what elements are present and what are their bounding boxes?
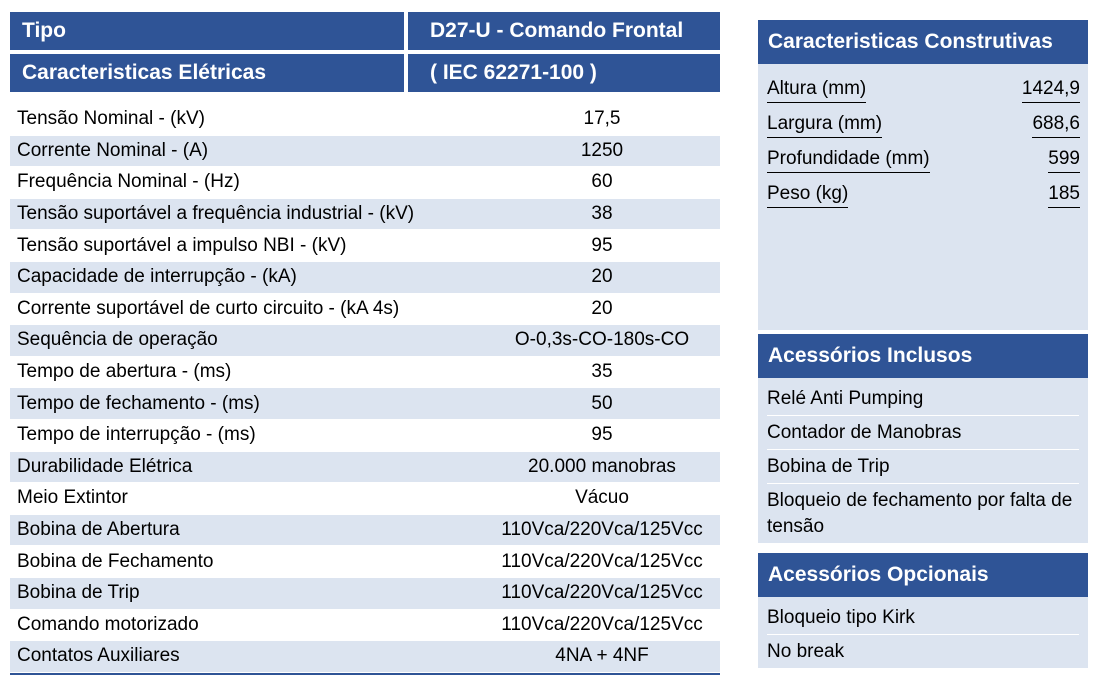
- row-label: Tempo de fechamento - (ms): [17, 392, 260, 414]
- table-row: [10, 452, 720, 484]
- row-label: Durabilidade Elétrica: [17, 455, 193, 477]
- row-value: 110Vca/220Vca/125Vcc: [501, 550, 703, 572]
- construtivas-label: Altura (mm): [767, 78, 866, 103]
- row-value: 60: [591, 171, 613, 193]
- row-label: Contatos Auxiliares: [17, 645, 180, 667]
- opcionais-item: No break: [767, 641, 845, 662]
- header-row-tipo: [10, 12, 720, 50]
- construtivas-item: [758, 68, 1088, 103]
- row-label: Bobina de Abertura: [17, 519, 180, 541]
- inclusos-item: Bobina de Trip: [767, 450, 1079, 484]
- table-row: [10, 483, 720, 515]
- header-row-caracteristicas: [10, 54, 720, 92]
- table-row: [10, 167, 720, 199]
- row-value: Vácuo: [575, 487, 629, 509]
- inclusos-item: Relé Anti Pumping: [767, 382, 1079, 416]
- row-label: Tempo de abertura - (ms): [17, 361, 232, 383]
- construtivas-value: 1424,9: [1022, 78, 1080, 103]
- row-label: Tempo de interrupção - (ms): [17, 424, 256, 446]
- construtivas-value: 688,6: [1032, 113, 1080, 138]
- side-panels: [758, 20, 1088, 668]
- row-label: Corrente Nominal - (A): [17, 139, 209, 161]
- construtivas-value: 599: [1048, 148, 1080, 173]
- row-value: 50: [591, 392, 613, 414]
- table-row: [10, 388, 720, 420]
- table-row: [10, 641, 720, 673]
- row-value: 95: [591, 424, 613, 446]
- table-rows: [10, 104, 720, 673]
- row-value: 1250: [580, 139, 624, 161]
- opcionais-panel: [758, 553, 1088, 668]
- row-label: Tensão suportável a frequência industrial - (kV): [17, 203, 415, 225]
- table-row: [10, 104, 720, 136]
- table-row: [10, 357, 720, 389]
- row-value: 110Vca/220Vca/125Vcc: [501, 519, 703, 541]
- inclusos-list: [758, 378, 1088, 543]
- row-label: Tensão Nominal - (kV): [17, 108, 205, 130]
- row-value: 17,5: [583, 108, 621, 130]
- opcionais-title: Acessórios Opcionais: [758, 553, 1088, 597]
- construtivas-value: 185: [1048, 183, 1080, 208]
- opcionais-list: [758, 597, 1088, 668]
- table-row: [10, 610, 720, 642]
- table-row: [10, 294, 720, 326]
- row-label: Frequência Nominal - (Hz): [17, 171, 240, 193]
- row-label: Meio Extintor: [17, 487, 128, 509]
- inclusos-panel: [758, 334, 1088, 543]
- electrical-table: [10, 12, 720, 675]
- row-value: 110Vca/220Vca/125Vcc: [501, 582, 703, 604]
- row-value: 20: [591, 297, 613, 319]
- row-label: Sequência de operação: [17, 329, 218, 351]
- row-label: Corrente suportável de curto circuito - (kA 4s): [17, 297, 400, 319]
- row-value: 38: [591, 203, 613, 225]
- table-row: [10, 515, 720, 547]
- table-row: [10, 578, 720, 610]
- construtivas-list: [758, 64, 1088, 208]
- row-value: 110Vca/220Vca/125Vcc: [501, 613, 703, 635]
- row-label: Comando motorizado: [17, 613, 199, 635]
- row-value: 20.000 manobras: [528, 455, 676, 477]
- row-label: Bobina de Fechamento: [17, 550, 214, 572]
- table-row: [10, 230, 720, 262]
- construtivas-item: [758, 173, 1088, 208]
- construtivas-title: Caracteristicas Construtivas: [758, 20, 1088, 64]
- construtivas-label: Peso (kg): [767, 183, 848, 208]
- opcionais-item: Bloqueio tipo Kirk: [767, 601, 1079, 635]
- row-value: 20: [591, 266, 613, 288]
- construtivas-item: [758, 103, 1088, 138]
- row-label: Capacidade de interrupção - (kA): [17, 266, 297, 288]
- row-label: Bobina de Trip: [17, 582, 140, 604]
- table-row: [10, 420, 720, 452]
- inclusos-item: Bloqueio de fechamento por falta de tensão: [767, 490, 1073, 537]
- row-value: 35: [591, 361, 613, 383]
- table-row: [10, 546, 720, 578]
- construtivas-item: [758, 138, 1088, 173]
- row-value: O-0,3s-CO-180s-CO: [514, 329, 690, 351]
- construtivas-label: Largura (mm): [767, 113, 882, 138]
- construtivas-label: Profundidade (mm): [767, 148, 930, 173]
- tipo-value: D27-U - Comando Frontal: [408, 12, 720, 50]
- tipo-label: Tipo: [10, 12, 404, 50]
- table-row: [10, 325, 720, 357]
- caracteristicas-label: Caracteristicas Elétricas: [10, 54, 404, 92]
- inclusos-item: Contador de Manobras: [767, 416, 1079, 450]
- table-row: [10, 262, 720, 294]
- row-value: 4NA + 4NF: [555, 645, 649, 667]
- table-bottom-border: [10, 673, 720, 675]
- construtivas-panel: [758, 20, 1088, 330]
- inclusos-title: Acessórios Inclusos: [758, 334, 1088, 378]
- caracteristicas-standard: ( IEC 62271-100 ): [408, 54, 720, 92]
- row-value: 95: [591, 234, 613, 256]
- row-label: Tensão suportável a impulso NBI - (kV): [17, 234, 347, 256]
- table-row: [10, 199, 720, 231]
- table-row: [10, 136, 720, 168]
